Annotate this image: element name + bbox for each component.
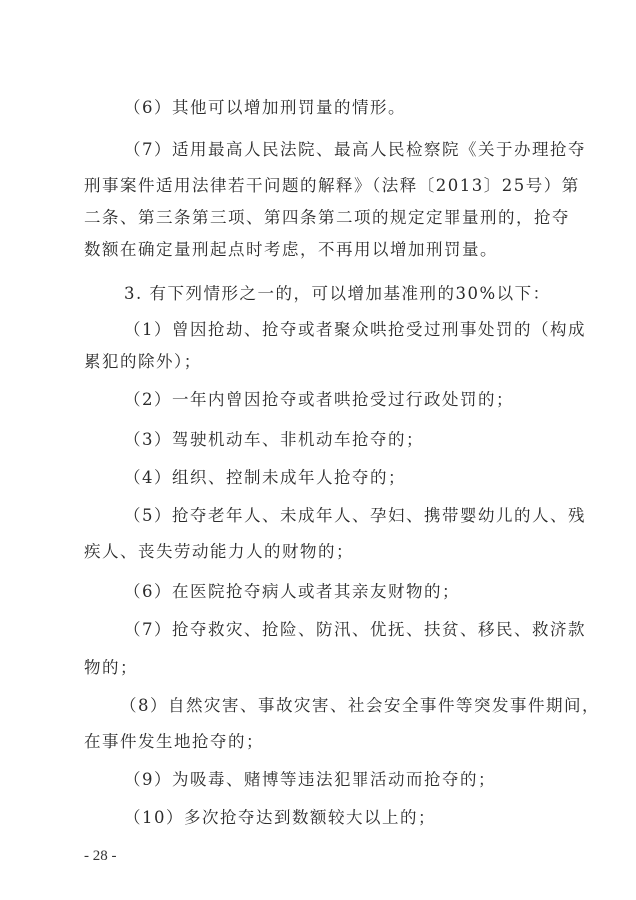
text-line: （5）抢夺老年人、未成年人、孕妇、携带婴幼儿的人、残 [124,506,586,525]
text-line: （4）组织、控制未成年人抢夺的； [124,468,406,487]
text-line: （7）适用最高人民法院、最高人民检察院《关于办理抢夺 [124,140,586,159]
text-line: 在事件发生地抢夺的； [84,732,264,751]
text-line: （6）在医院抢夺病人或者其亲友财物的； [124,582,460,601]
text-line: （10）多次抢夺达到数额较大以上的； [124,808,436,827]
text-line: 二条、第三条第三项、第四条第二项的规定定罪量刑的，抢夺 [84,208,570,227]
text-line: 刑事案件适用法律若干问题的解释》（法释〔2013〕25号）第 [84,176,580,195]
text-line: 累犯的除外）； [84,352,202,371]
text-line: （3）驾驶机动车、非机动车抢夺的； [124,430,424,449]
text-line: 3. 有下列情形之一的，可以增加基准刑的30%以下： [124,284,551,303]
text-line: （8）自然灾害、事故灾害、社会安全事件等突发事件期间， [120,696,600,715]
text-line: （1）曾因抢劫、抢夺或者聚众哄抢受过刑事处罚的（构成 [124,320,586,339]
page-number: - 28 - [84,848,117,864]
text-line: （9）为吸毒、赌博等违法犯罪活动而抢夺的； [124,770,496,789]
text-line: （7）抢夺救灾、抢险、防汛、优抚、扶贫、移民、救济款 [124,620,586,639]
text-line: 疾人、丧失劳动能力人的财物的； [84,542,354,561]
text-line: 物的； [84,658,138,677]
text-line: 数额在确定量刑起点时考虑，不再用以增加刑罚量。 [84,240,498,259]
text-line: （2）一年内曾因抢夺或者哄抢受过行政处罚的； [124,390,514,409]
text-line: （6）其他可以增加刑罚量的情形。 [124,98,406,117]
